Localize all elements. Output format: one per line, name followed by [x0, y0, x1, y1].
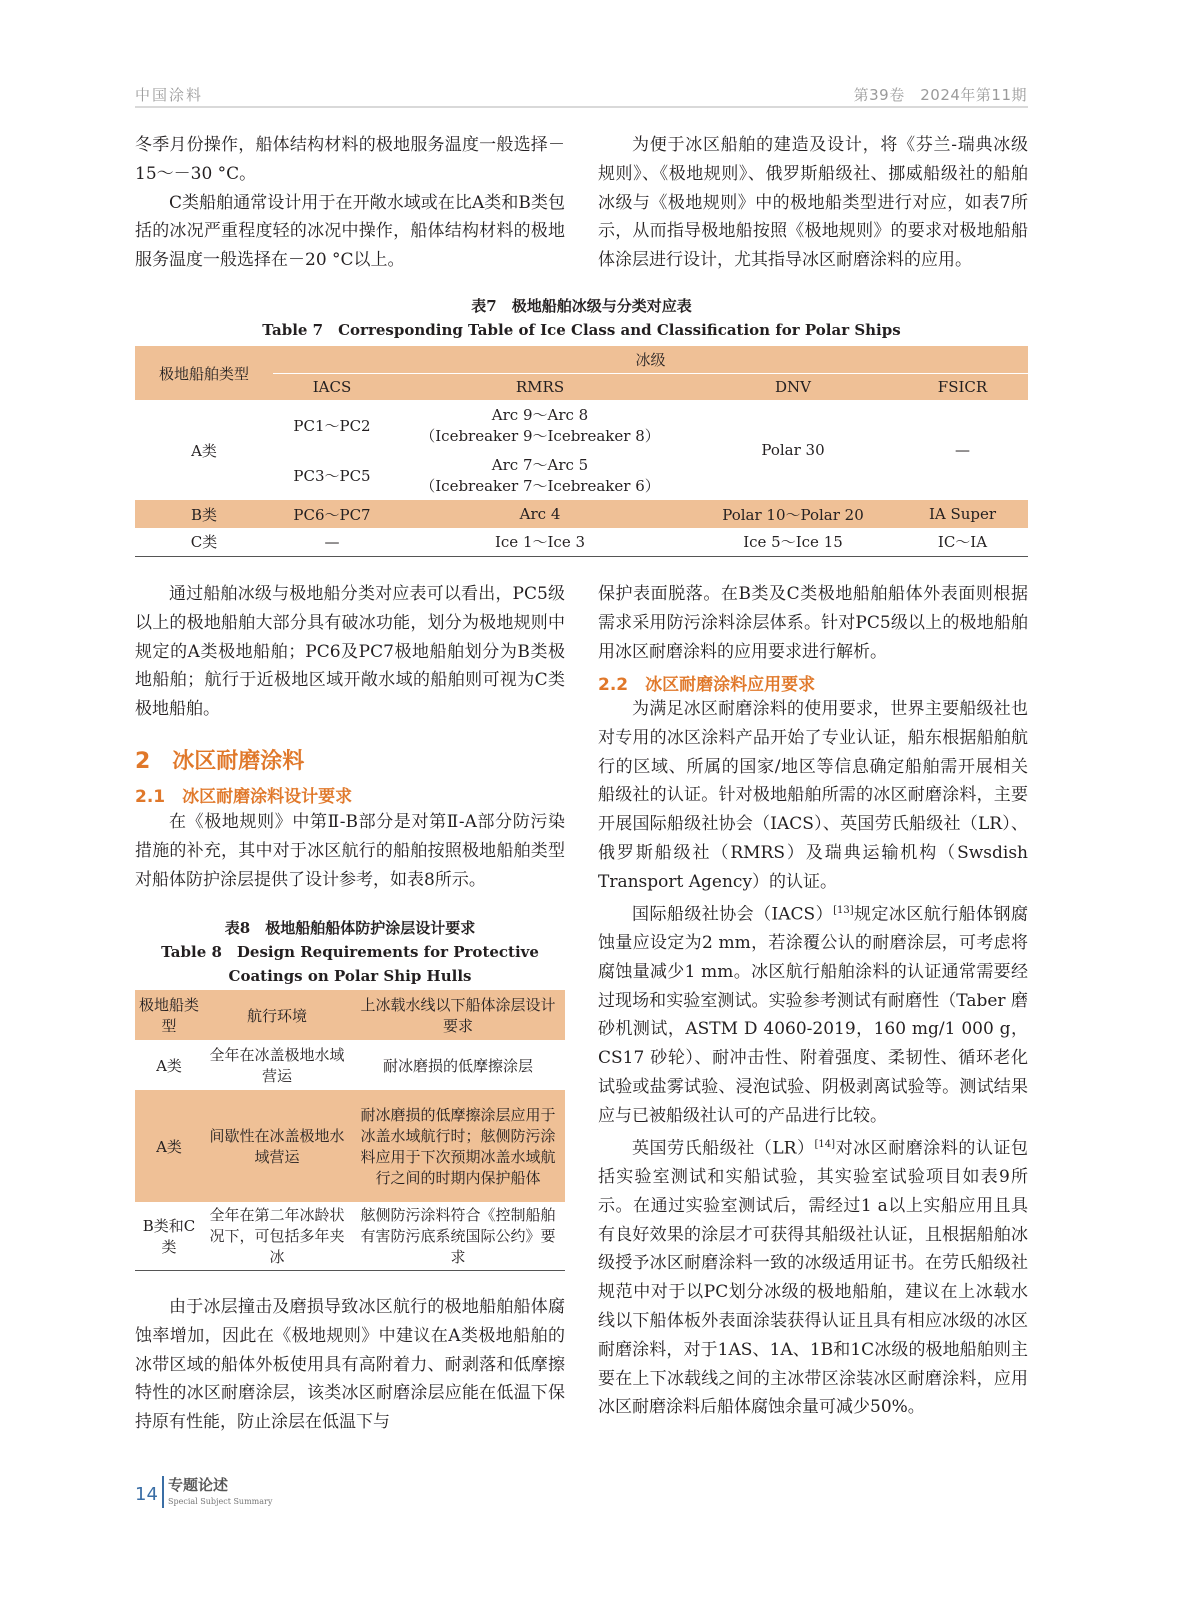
paragraph: 通过船舶冰级与极地船分类对应表可以看出，PC5级以上的极地船舶大部分具有破冰功能，划分为极地规则中规定的A类极地船舶；PC6及PC7极地船舶划分为B类极地船舶；航行于近极地区域开敞水域的船舶则可视为C类极地船舶。: [135, 584, 565, 720]
text: 对冰区耐磨涂料的认证包括实验室测试和实船试验，其实验室试验项目如表9所示。在通过实验室测试后，需经过1 a以上实船应用且具有良好效果的涂层才可获得其船级社认证，且根据船舶冰级授予冰区耐磨涂料一致的冰级适用证书。在劳氏船级社规范中对于以PC划分冰级的极地船舶，建议在上冰载水线以下船体板外表面涂装获得认证且具有相应冰级的冰区耐磨涂料，对于1AS、1A、1B和1C冰级的极地船舶则主要在上下冰载线之间的主冰带区涂装冰区耐磨涂料，应用冰区耐磨涂料后船体腐蚀余量可减少50%。: [598, 1138, 1029, 1418]
table-row: [135, 528, 1028, 556]
cell: IA Super: [928, 505, 997, 523]
cell: A类: [156, 1137, 182, 1156]
subsection-heading-2-1: 2.1 冰区耐磨涂料设计要求: [135, 787, 353, 807]
table-row: [135, 1040, 565, 1090]
header-cell: 极地船类型: [139, 996, 200, 1035]
cell: 舷侧防污涂料符合《控制船舶有害防污底系统国际公约》要求: [360, 1206, 556, 1267]
left-mid-text: [135, 580, 565, 724]
left-text-2-1: [135, 808, 565, 894]
footer-section: 专题论述: [168, 1476, 229, 1494]
cell: 耐冰磨损的低摩擦涂层: [382, 1056, 533, 1075]
header-cell: 极地船舶类型: [158, 364, 249, 383]
cell: PC3～PC5: [293, 466, 371, 485]
header-cell: DNV: [775, 377, 811, 396]
cell: A类: [191, 441, 217, 460]
cell: PC6～PC7: [293, 505, 371, 524]
section-heading-2: 2 冰区耐磨涂料: [135, 749, 305, 774]
paragraph: 为便于冰区船舶的建造及设计，将《芬兰-瑞典冰级规则》、《极地规则》、俄罗斯船级社、挪威船级社的船舶冰级与《极地规则》中的极地船类型进行对应，如表7所示，从而指导极地船按照《极地规则》的要求对极地船船体涂层进行设计，尤其指导冰区耐磨涂料的应用。: [598, 135, 1028, 271]
paragraph: 冬季月份操作，船体结构材料的极地服务温度一般选择－15～－30 °C。: [135, 135, 565, 184]
header-cell: RMRS: [515, 377, 565, 396]
table-row: [135, 1202, 565, 1270]
cell: PC1～PC2: [293, 416, 371, 435]
cell: 全年在冰盖极地水域营运: [209, 1046, 345, 1085]
cell: 耐冰磨损的低摩擦涂层应用于冰盖水域航行时；舷侧防污涂料应用于下次预期冰盖水域航行之间的时期内保护船体: [360, 1106, 556, 1187]
paragraph: 由于冰层撞击及磨损导致冰区航行的极地船舶船体腐蚀率增加，因此在《极地规则》中建议在A类极地船舶的冰带区域的船体外板使用具有高附着力、耐剥落和低摩擦特性的冰区耐磨涂层，该类冰区耐磨涂层应能在低温下保持原有性能，防止涂层在低温下与: [135, 1297, 565, 1433]
right-mid-text: [598, 580, 1028, 666]
header-divider: [135, 106, 1028, 108]
right-text-2-2: [598, 695, 1028, 1422]
table7: [135, 346, 1028, 557]
cell: B类: [190, 505, 218, 524]
issue-info: 第39卷 2024年第11期: [853, 86, 1027, 104]
cell-line: （Icebreaker 7～Icebreaker 6）: [420, 477, 660, 495]
citation-ref[interactable]: [14]: [814, 1138, 836, 1150]
table7-caption-cn: 表7 极地船舶冰级与分类对应表: [471, 297, 692, 315]
header-cell: 航行环境: [246, 1006, 307, 1025]
cell: —: [955, 441, 970, 459]
paragraph: C类船舶通常设计用于在开敞水域或在比A类和B类包括的冰况严重程度轻的冰况中操作，船体结构材料的极地服务温度一般选择在－20 °C以上。: [135, 192, 565, 271]
table8-caption-cn: 表8 极地船舶船体防护涂层设计要求: [224, 919, 476, 937]
header-cell: 上冰载水线以下船体涂层设计要求: [360, 996, 556, 1035]
table8: [135, 990, 565, 1271]
paragraph: 为满足冰区耐磨涂料的使用要求，世界主要船级社也对专用的冰区涂料产品开始了专业认证，船东根据船舶航行的区域、所属的国家/地区等信息确定船舶需开展相关船级社的认证。针对极地船舶所需的冰区耐磨涂料，主要开展国际船级社协会（IACS）、英国劳氏船级社（LR）、俄罗斯船级社（RMRS）及瑞典运输机构（Swsdish Transport Agency）的认证。: [598, 699, 1028, 892]
right-top-text: [598, 131, 1028, 275]
cell: Polar 30: [761, 441, 825, 459]
cell-line: （Icebreaker 9～Icebreaker 8）: [420, 427, 660, 445]
cell: IC～IA: [937, 533, 988, 552]
table-row: [135, 500, 1028, 528]
header-cell: IACS: [312, 377, 352, 396]
cell: Ice 1～Ice 3: [494, 533, 586, 552]
table-row: [135, 1090, 565, 1202]
left-top-text: [135, 131, 565, 275]
cell: [391, 400, 689, 450]
cell: A类: [156, 1056, 182, 1075]
paragraph: [598, 897, 1028, 1131]
table7-caption: [135, 294, 1028, 342]
cell: 间歇性在冰盖极地水域营运: [209, 1127, 345, 1166]
cell: Arc 4: [519, 505, 561, 523]
cell: 全年在第二年冰龄状况下，可包括多年夹冰: [209, 1206, 345, 1267]
table7-caption-en: Table 7 Corresponding Table of Ice Class and Classification for Polar Ships: [262, 321, 901, 339]
cell: Ice 5～Ice 15: [743, 533, 843, 552]
header-cell: 冰级: [273, 346, 1028, 373]
cell: [391, 450, 689, 500]
page-number: 14: [135, 1484, 158, 1505]
left-bottom-text: [135, 1293, 565, 1437]
table-row: [135, 400, 1028, 450]
table8-caption-en: Table 8 Design Requirements for Protective Coatings on Polar Ship Hulls: [161, 943, 539, 985]
header-cell: FSICR: [937, 377, 988, 396]
footer-divider: [162, 1476, 164, 1508]
paragraph: 保护表面脱落。在B类及C类极地船舶船体外表面则根据需求采用防污涂料涂层体系。针对PC5级以上的极地船舶用冰区耐磨涂料的应用要求进行解析。: [598, 584, 1028, 662]
cell: B类和C类: [142, 1216, 196, 1256]
text: 英国劳氏船级社（LR）: [632, 1138, 815, 1159]
subsection-heading-2-2: 2.2 冰区耐磨涂料应用要求: [598, 675, 816, 695]
paragraph: 在《极地规则》中第Ⅱ-B部分是对第Ⅱ-A部分防污染措施的补充，其中对于冰区航行的船舶按照极地船舶类型对船体防护涂层提供了设计参考，如表8所示。: [135, 812, 565, 890]
paragraph: [598, 1131, 1028, 1423]
text: 国际船级社协会（IACS）: [632, 904, 834, 925]
cell: —: [324, 532, 340, 551]
cell: Polar 10～Polar 20: [722, 505, 864, 524]
cell-line: Arc 9～Arc 8: [491, 406, 589, 424]
cell: C类: [190, 533, 218, 552]
citation-ref[interactable]: [13]: [833, 904, 854, 916]
table8-caption: [135, 916, 565, 988]
footer-section-en: Special Subject Summary: [168, 1497, 273, 1506]
text: 规定冰区航行船体钢腐蚀量应设定为2 mm，若涂覆公认的耐磨涂层，可考虑将腐蚀量减少1 mm。冰区航行船舶涂料的认证通常需要经过现场和实验室测试。实验参考测试有耐磨性（Taber 磨砂机测试，ASTM D 4060-2019，160 mg/1 000 g，CS17 砂轮）、耐冲击性、附着强度、柔韧性、循环老化试验或盐雾试验、浸泡试验、阴极剥离试验等。测试结果应与已被船级社认可的产品进行比较。: [598, 904, 1028, 1126]
journal-name: 中国涂料: [135, 86, 204, 104]
cell-line: Arc 7～Arc 5: [491, 456, 589, 474]
